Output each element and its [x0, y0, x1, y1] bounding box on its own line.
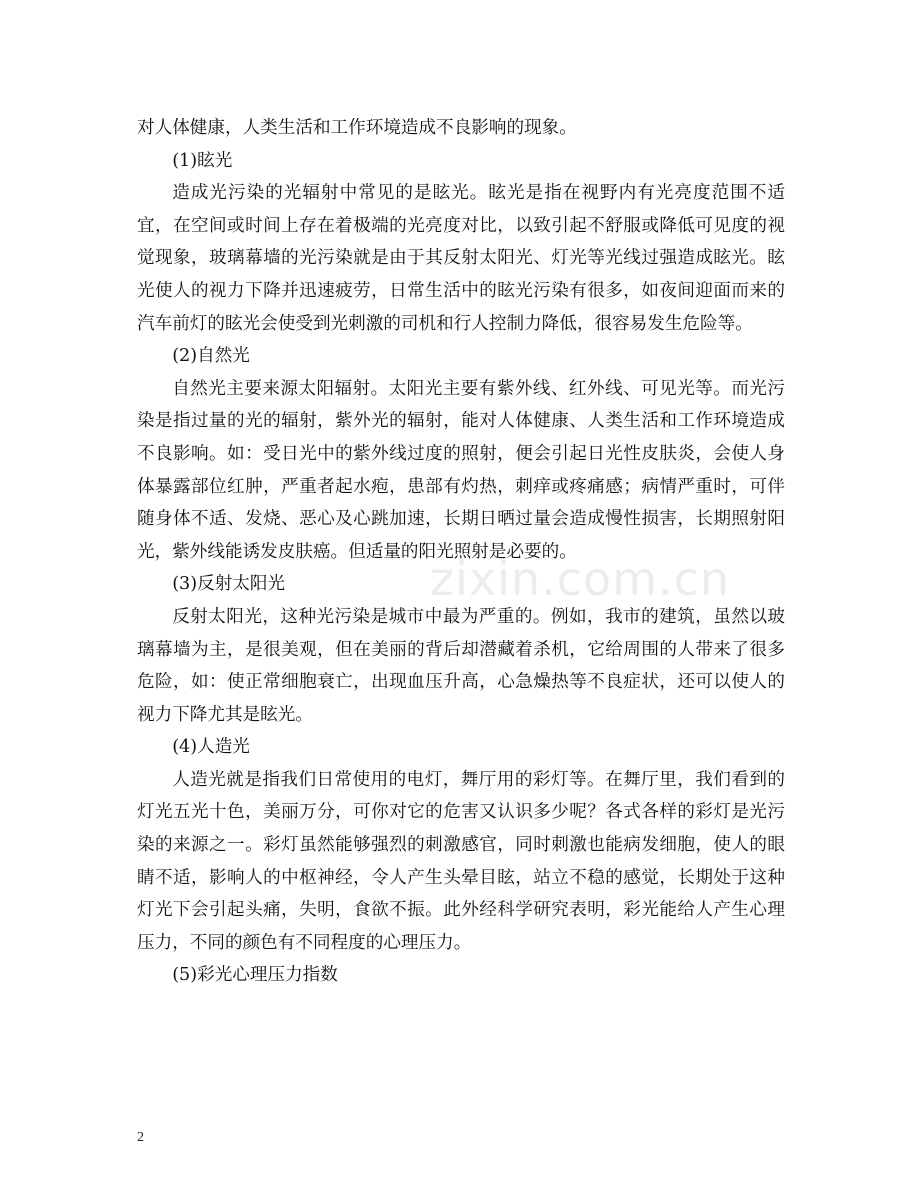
page-number: 2 [137, 1130, 144, 1145]
section-heading-glare: (1)眩光 [172, 150, 233, 171]
section-heading-color-light-stress: (5)彩光心理压力指数 [172, 965, 338, 986]
section-heading-artificial-light: (4)人造光 [172, 737, 250, 758]
paragraph-natural-light: 自然光主要来源太阳辐射。太阳光主要有紫外线、红外线、可见光等。而光污染是指过量的光的辐射，紫外光的辐射，能对人体健康、人类生活和工作环境造成不良影响。如：受日光中的紫外线过度的照射，便会引起日光性皮肤炎，会使人身体暴露部位红肿，严重者起水疱，患部有灼热，刺痒或疼痛感；病情严重时，可伴随身体不适、发烧、恶心及心跳加速，长期日晒过量会造成慢性损害，长期照射阳光，紫外线能诱发皮肤癌。但适量的阳光照射是必要的。 [137, 378, 785, 562]
paragraph-artificial-light: 人造光就是指我们日常使用的电灯，舞厅用的彩灯等。在舞厅里，我们看到的灯光五光十色，美丽万分，可你对它的危害又认识多少呢？各式各样的彩灯是光污染的来源之一。彩灯虽然能够强烈的刺激感官，同时刺激也能病发细胞，使人的眼睛不适，影响人的中枢神经，令人产生头晕目眩，站立不稳的感觉，长期处于这种灯光下会引起头痛，失明，食欲不振。此外经科学研究表明，彩光能给人产生心理压力，不同的颜色有不同程度的心理压力。 [137, 769, 785, 953]
section-heading-natural-light: (2)自然光 [172, 346, 250, 367]
section-heading-reflected-sunlight: (3)反射太阳光 [172, 574, 286, 595]
watermark-text: zixin.com.cn [430, 552, 731, 606]
paragraph-reflected-sunlight: 反射太阳光，这种光污染是城市中最为严重的。例如，我市的建筑，虽然以玻璃幕墙为主，是很美观，但在美丽的背后却潜藏着杀机，它给周围的人带来了很多危险，如：使正常细胞衰亡，出现血压升高，心急燥热等不良症状，还可以使人的视力下降尤其是眩光。 [137, 606, 785, 725]
paragraph-glare: 造成光污染的光辐射中常见的是眩光。眩光是指在视野内有光亮度范围不适宜，在空间或时间上存在着极端的光亮度对比，以致引起不舒服或降低可见度的视觉现象，玻璃幕墙的光污染就是由于其反射太阳光、灯光等光线过强造成眩光。眩光使人的视力下降并迅速疲劳，日常生活中的眩光污染有很多，如夜间迎面而来的汽车前灯的眩光会使受到光刺激的司机和行人控制力降低，很容易发生危险等。 [137, 183, 785, 334]
paragraph-continuation: 对人体健康，人类生活和工作环境造成不良影响的现象。 [137, 118, 577, 138]
